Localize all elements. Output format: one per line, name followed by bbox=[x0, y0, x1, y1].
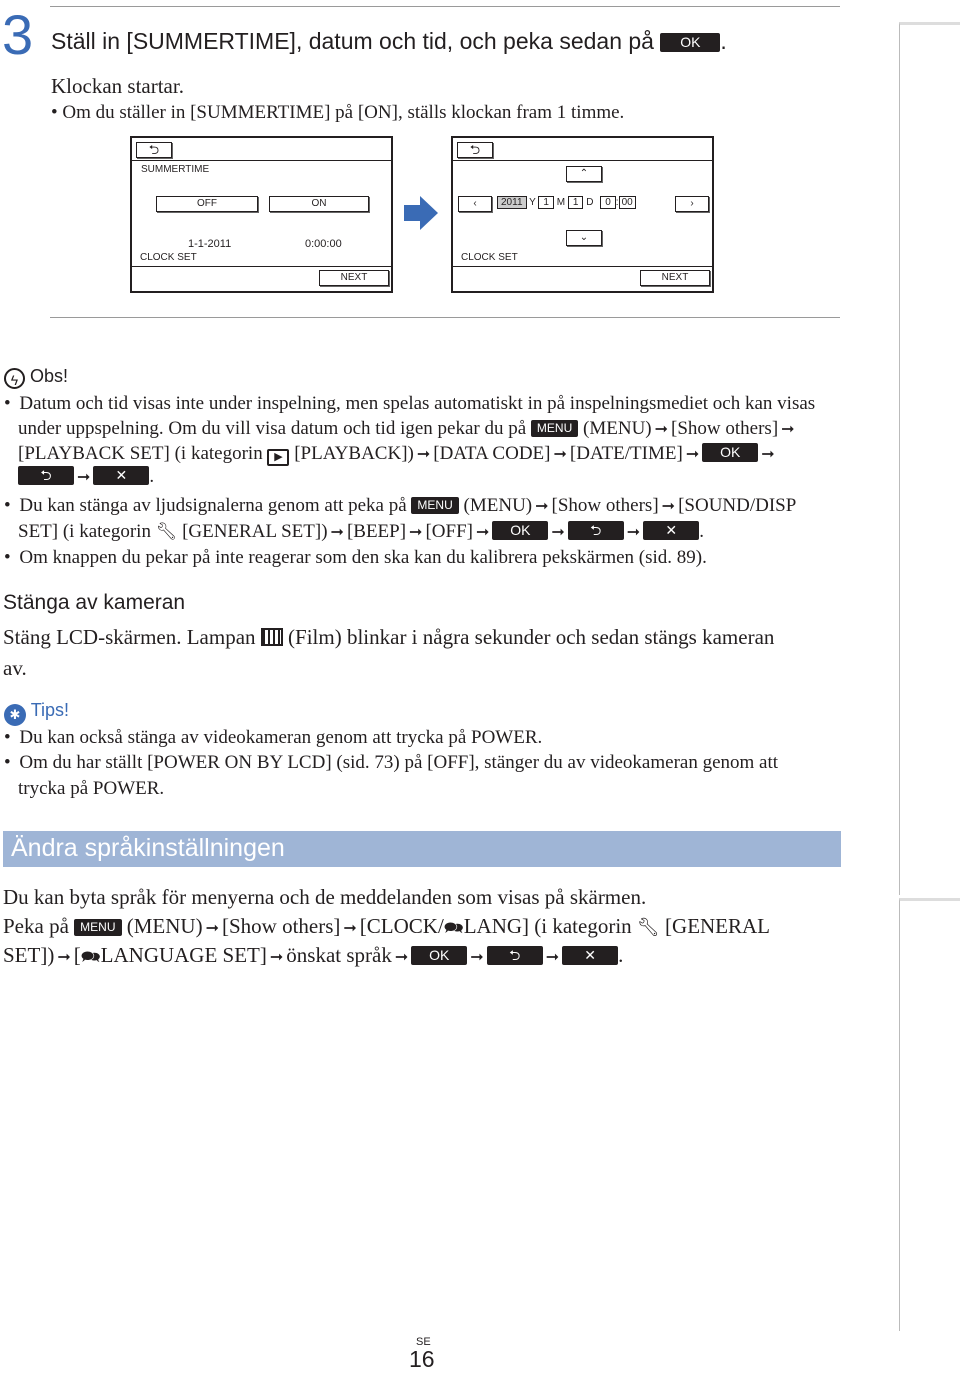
obs-b1-l3a: [PLAYBACK SET] (i kategorin bbox=[18, 443, 263, 464]
clock-set-label: CLOCK SET bbox=[140, 252, 197, 263]
tips-bullet1: • Du kan också stänga av videokameran genom att trycka på POWER. bbox=[4, 727, 543, 748]
obs-bullet1-line1: • Datum och tid visas inte under inspelning, men spelas automatiskt in på inspelningsmediet och kan visas bbox=[4, 393, 816, 414]
arrow-icon: ➞ bbox=[475, 524, 490, 541]
close-button-icon: ✕ bbox=[562, 946, 618, 965]
sidebar-tab-upper bbox=[899, 22, 960, 895]
year-unit: Y bbox=[529, 197, 536, 208]
obs-bullet2-line1: • Du kan stänga av ljudsignalerna genom att peka på MENU (MENU) ➞ [Show others] ➞ [SOUND/DISP bbox=[4, 495, 797, 516]
language-l2d: [CLOCK/ bbox=[359, 914, 444, 938]
obs-bullet1-line4 bbox=[18, 466, 154, 488]
obs-b1-l3b: [PLAYBACK]) bbox=[294, 443, 414, 464]
playback-icon: ▶ bbox=[267, 449, 289, 466]
back-button-icon: ⮌ bbox=[487, 946, 543, 965]
language-icon: 🗪︎ bbox=[80, 949, 101, 966]
obs-heading-text: Obs! bbox=[30, 366, 69, 386]
page-lang: SE bbox=[416, 1336, 431, 1348]
obs-bullet1-line2 bbox=[18, 418, 798, 440]
banner-title: Ändra språkinställningen bbox=[11, 834, 285, 862]
tips-heading bbox=[4, 700, 69, 726]
screen-divider-bottom bbox=[453, 266, 712, 267]
obs-b2-period: . bbox=[699, 521, 704, 542]
arrow-icon: ➞ bbox=[269, 949, 284, 966]
language-l2a: Peka på bbox=[3, 914, 69, 938]
tips-bullet2-line1: • Om du har ställt [POWER ON BY LCD] (sid. 73) på [OFF], stänger du av videokameran genom att bbox=[4, 752, 779, 773]
summertime-screen bbox=[130, 136, 393, 293]
obs-b3: Om knappen du pekar på inte reagerar som den ska kan du kalibrera pekskärmen (sid. 89). bbox=[19, 547, 707, 568]
month-unit: M bbox=[556, 197, 566, 208]
back-button-icon: ⮌ bbox=[18, 466, 74, 485]
language-icon: 🗪︎ bbox=[443, 920, 464, 937]
menu-button-icon: MENU bbox=[74, 919, 121, 936]
language-line2 bbox=[3, 914, 770, 944]
next-field-button[interactable]: › bbox=[675, 196, 709, 212]
day-unit: D bbox=[586, 197, 594, 208]
obs-bullet1-line3 bbox=[18, 443, 778, 466]
time-colon: : bbox=[615, 197, 619, 208]
arrow-icon: ➞ bbox=[661, 498, 676, 515]
language-l3b: [ bbox=[73, 943, 81, 967]
language-line1: Du kan byta språk för menyerna och de meddelanden som visas på skärmen. bbox=[3, 885, 647, 909]
obs-heading bbox=[4, 366, 68, 389]
on-button[interactable]: ON bbox=[269, 196, 369, 212]
language-line3 bbox=[3, 943, 623, 973]
next-button[interactable]: NEXT bbox=[319, 270, 389, 286]
arrow-icon: ➞ bbox=[761, 446, 775, 463]
lightbulb-icon: ✱ bbox=[4, 704, 26, 726]
step-title bbox=[51, 28, 727, 55]
obs-b2-l2a: SET] (i kategorin bbox=[18, 521, 151, 542]
language-l2f: [GENERAL bbox=[665, 914, 771, 938]
arrow-icon: ➞ bbox=[535, 498, 549, 515]
arrow-icon: ➞ bbox=[626, 524, 641, 541]
top-rule bbox=[50, 6, 840, 7]
arrow-icon: ➞ bbox=[545, 949, 560, 966]
summertime-bullet: • Om du ställer in [SUMMERTIME] på [ON], ställs klockan fram 1 timme. bbox=[51, 102, 625, 123]
screen-divider-bottom bbox=[132, 266, 391, 267]
clock-set-screen bbox=[451, 136, 714, 293]
ok-button-icon: OK bbox=[411, 946, 467, 965]
month-field[interactable]: 1 bbox=[538, 196, 554, 209]
menu-button-icon: MENU bbox=[531, 420, 578, 437]
film-icon bbox=[261, 628, 283, 646]
step-number: 3 bbox=[2, 3, 34, 66]
arrow-icon: ➞ bbox=[551, 524, 565, 541]
arrow-icon: ➞ bbox=[205, 920, 219, 937]
clock-set-label: CLOCK SET bbox=[461, 252, 518, 263]
arrow-icon: ➞ bbox=[654, 421, 669, 438]
wrench-icon: 🔧︎ bbox=[636, 917, 660, 938]
date-time-fields bbox=[497, 197, 636, 208]
obs-b2-l2d: [OFF] bbox=[425, 521, 473, 542]
right-arrow-icon bbox=[404, 196, 438, 235]
arrow-icon: ➞ bbox=[685, 446, 700, 463]
turnoff-line2: av. bbox=[3, 656, 27, 680]
turnoff-l1b: (Film) blinkar i några sekunder och sedan stängs kameran bbox=[288, 625, 775, 649]
section-banner bbox=[3, 831, 841, 867]
language-period: . bbox=[618, 943, 624, 967]
hour-field[interactable]: 0 bbox=[600, 196, 616, 209]
arrow-icon: ➞ bbox=[553, 446, 567, 463]
obs-b1-l3c: [DATA CODE] bbox=[433, 443, 551, 464]
prev-button[interactable]: ‹ bbox=[458, 196, 492, 212]
obs-b2-l1c: [Show others] bbox=[551, 495, 659, 516]
ok-button-icon: OK bbox=[492, 521, 548, 540]
back-button-icon: ⮌ bbox=[568, 521, 624, 540]
menu-button-icon: MENU bbox=[411, 497, 458, 514]
turnoff-line1 bbox=[3, 625, 774, 650]
day-field[interactable]: 1 bbox=[568, 196, 584, 209]
language-l3d: önskat språk bbox=[286, 943, 392, 967]
obs-b1-l2b: (MENU) bbox=[583, 418, 652, 439]
obs-b2-l2b: [GENERAL SET]) bbox=[182, 521, 328, 542]
step-title-text: Ställ in [SUMMERTIME], datum och tid, och peka sedan på bbox=[51, 28, 654, 54]
up-button[interactable]: ⌃ bbox=[566, 166, 602, 182]
off-button[interactable]: OFF bbox=[156, 196, 258, 212]
arrow-icon: ➞ bbox=[330, 524, 344, 541]
obs-b1-period: . bbox=[149, 466, 155, 487]
tips-bullet2-line2: trycka på POWER. bbox=[18, 778, 165, 799]
year-field[interactable]: 2011 bbox=[497, 196, 527, 209]
language-l3a: SET]) bbox=[3, 943, 55, 967]
obs-bullet2-line2 bbox=[18, 521, 704, 543]
obs-b2-l2c: [BEEP] bbox=[346, 521, 407, 542]
wrench-icon: 🔧︎ bbox=[155, 522, 178, 542]
clock-starts: Klockan startar. bbox=[51, 74, 184, 98]
language-l2c: [Show others] bbox=[221, 914, 341, 938]
back-button[interactable]: ⮌ bbox=[457, 142, 493, 158]
turnoff-heading: Stänga av kameran bbox=[3, 591, 186, 614]
arrow-icon: ➞ bbox=[470, 949, 484, 966]
ok-button-icon: OK bbox=[660, 33, 720, 52]
tips-b1: Du kan också stänga av videokameran genom att trycka på POWER. bbox=[19, 727, 543, 748]
minute-field[interactable]: 00 bbox=[619, 196, 636, 209]
time-value: 0:00:00 bbox=[305, 238, 342, 250]
close-button-icon: ✕ bbox=[93, 466, 149, 485]
obs-b1-l3d: [DATE/TIME] bbox=[569, 443, 683, 464]
language-l2b: (MENU) bbox=[126, 914, 203, 938]
arrow-icon: ➞ bbox=[343, 920, 357, 937]
screen-divider bbox=[132, 160, 391, 161]
obs-b1-l1: Datum och tid visas inte under inspelning, men spelas automatiskt in på inspelningsmediet och kan visas bbox=[19, 393, 816, 414]
arrow-icon: ➞ bbox=[57, 949, 71, 966]
next-button[interactable]: NEXT bbox=[640, 270, 710, 286]
obs-b1-l2a: under uppspelning. Om du vill visa datum och tid igen pekar du på bbox=[18, 418, 527, 439]
summertime-label: SUMMERTIME bbox=[141, 164, 210, 175]
down-button[interactable]: ⌄ bbox=[566, 230, 602, 246]
tips-heading-text: Tips! bbox=[30, 700, 70, 720]
sidebar-tab-lower bbox=[899, 898, 960, 1331]
screen-divider bbox=[453, 160, 712, 161]
arrow-icon: ➞ bbox=[416, 446, 431, 463]
obs-bullet3: • Om knappen du pekar på inte reagerar som den ska kan du kalibrera pekskärmen (sid. 89). bbox=[4, 547, 707, 568]
ok-button-icon: OK bbox=[702, 443, 758, 462]
obs-b2-l1d: [SOUND/DISP bbox=[678, 495, 797, 516]
turnoff-l1a: Stäng LCD-skärmen. Lampan bbox=[3, 625, 256, 649]
arrow-icon: ➞ bbox=[781, 421, 795, 438]
obs-b1-l2c: [Show others] bbox=[671, 418, 779, 439]
arrow-icon: ➞ bbox=[77, 469, 91, 486]
date-value: 1-1-2011 bbox=[188, 238, 232, 250]
arrow-icon: ➞ bbox=[409, 524, 423, 541]
tips-b2-l1: Om du har ställt [POWER ON BY LCD] (sid. 73) på [OFF], stänger du av videokameran genom att bbox=[19, 752, 779, 773]
close-button-icon: ✕ bbox=[643, 521, 699, 540]
summertime-bullet-text: Om du ställer in [SUMMERTIME] på [ON], ställs klockan fram 1 timme. bbox=[62, 102, 625, 123]
page-number: 16 bbox=[409, 1346, 435, 1372]
back-button[interactable]: ⮌ bbox=[136, 142, 172, 158]
section-rule bbox=[50, 317, 840, 318]
obs-b2-l1a: Du kan stänga av ljudsignalerna genom att peka på bbox=[19, 495, 407, 516]
arrow-icon: ➞ bbox=[394, 949, 409, 966]
caution-icon: ϟ bbox=[4, 368, 25, 389]
step-title-period: . bbox=[720, 28, 727, 54]
obs-b2-l1b: (MENU) bbox=[463, 495, 533, 516]
language-l2e: LANG] (i kategorin bbox=[463, 914, 632, 938]
language-l3c: LANGUAGE SET] bbox=[100, 943, 267, 967]
